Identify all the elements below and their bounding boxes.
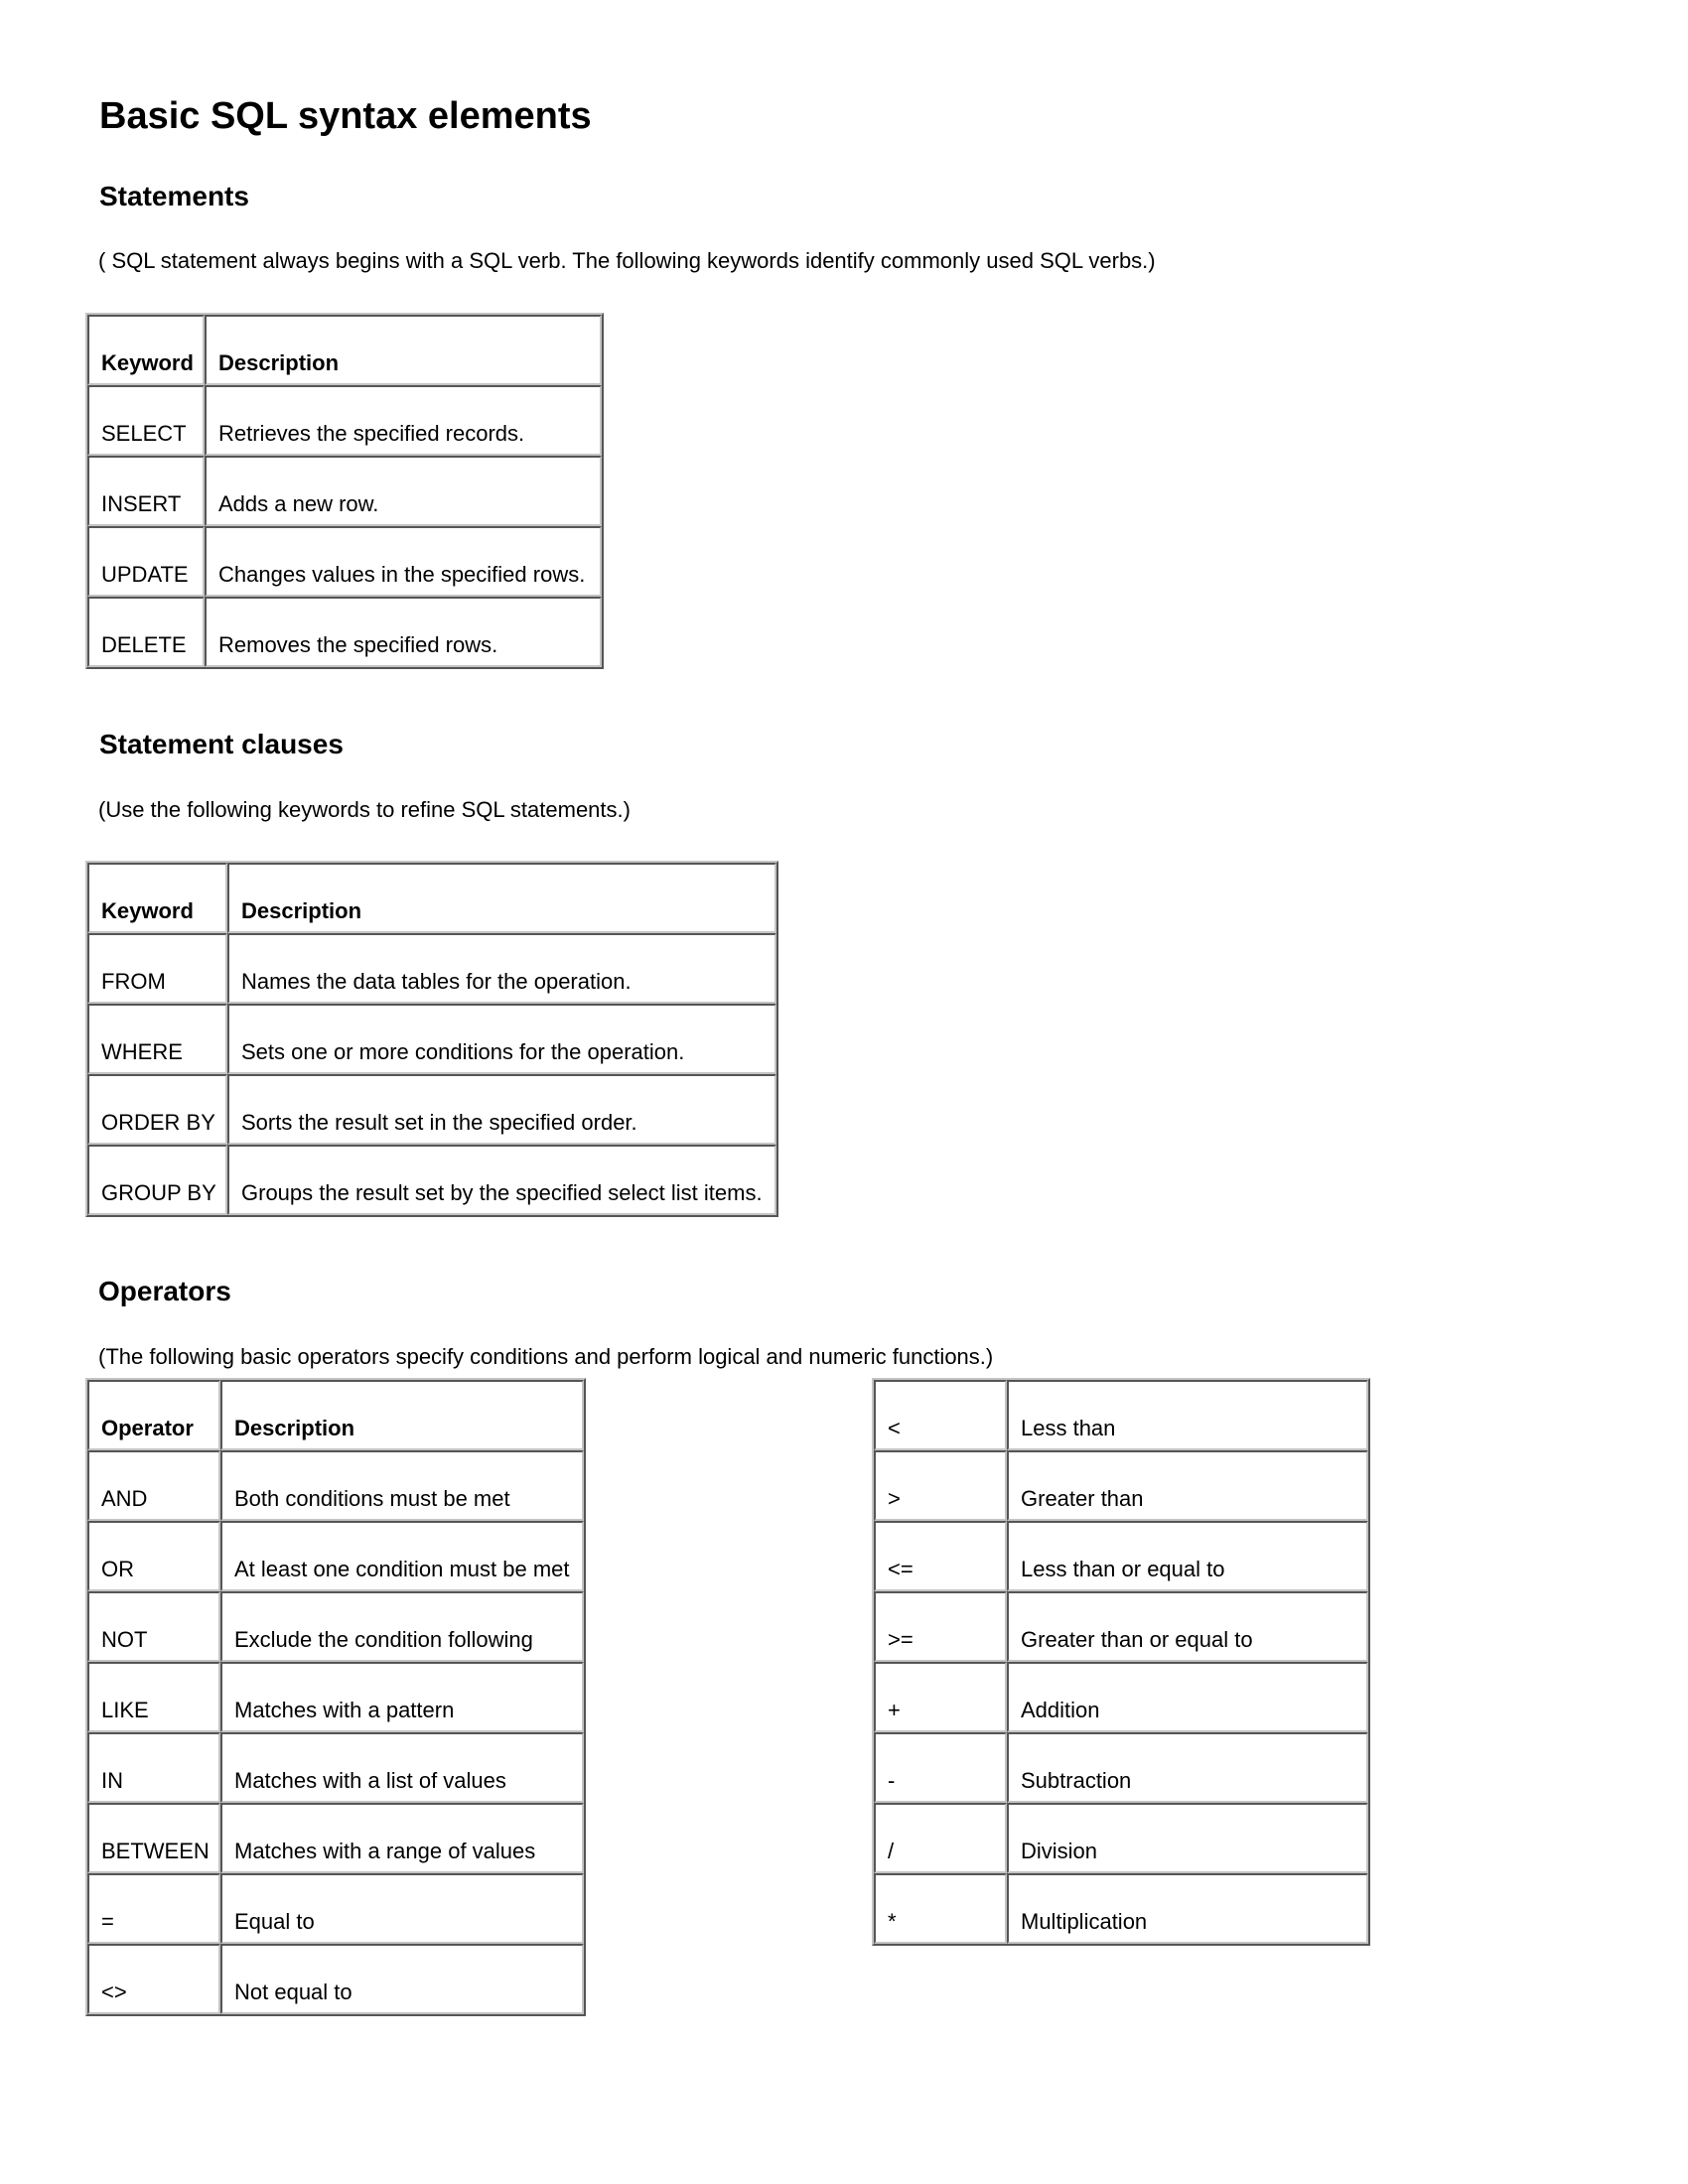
description-cell: Equal to [220, 1873, 584, 1944]
operator-cell: < [874, 1380, 1007, 1450]
description-cell: Less than [1007, 1380, 1368, 1450]
clauses-note: (Use the following keywords to refine SQL statements.) [98, 797, 631, 822]
description-cell: Removes the specified rows. [205, 597, 602, 667]
operator-cell: + [874, 1662, 1007, 1732]
description-cell: Greater than [1007, 1450, 1368, 1521]
column-header-description: Description [205, 315, 602, 385]
keyword-cell: INSERT [87, 456, 205, 526]
table-row [874, 1521, 1368, 1591]
table-row [87, 456, 602, 526]
table-row [87, 597, 602, 667]
table-row [87, 1145, 776, 1215]
description-cell: Not equal to [220, 1944, 584, 2014]
operator-cell: <= [874, 1521, 1007, 1591]
table-row [87, 1591, 584, 1662]
description-cell: Matches with a list of values [220, 1732, 584, 1803]
table-row [87, 1450, 584, 1521]
operator-cell: <> [87, 1944, 220, 2014]
description-cell: Division [1007, 1803, 1368, 1873]
table-row [874, 1803, 1368, 1873]
description-cell: Names the data tables for the operation. [227, 933, 776, 1004]
keyword-cell: ORDER BY [87, 1074, 227, 1145]
description-cell: Both conditions must be met [220, 1450, 584, 1521]
table-row [87, 526, 602, 597]
operator-cell: OR [87, 1521, 220, 1591]
column-header-operator: Operator [87, 1380, 220, 1450]
operators-table-left [85, 1378, 586, 2016]
operator-cell: IN [87, 1732, 220, 1803]
operator-cell: = [87, 1873, 220, 1944]
table-header-row [87, 1380, 584, 1450]
operators-table-right [872, 1378, 1370, 1946]
column-header-description: Description [220, 1380, 584, 1450]
operator-cell: - [874, 1732, 1007, 1803]
table-row [87, 385, 602, 456]
keyword-cell: GROUP BY [87, 1145, 227, 1215]
operators-note: (The following basic operators specify conditions and perform logical and numeric functions.) [98, 1344, 994, 1369]
description-cell: Changes values in the specified rows. [205, 526, 602, 597]
table-row [874, 1873, 1368, 1944]
operator-cell: LIKE [87, 1662, 220, 1732]
description-cell: Addition [1007, 1662, 1368, 1732]
description-cell: Less than or equal to [1007, 1521, 1368, 1591]
table-header-row [87, 863, 776, 933]
description-cell: Adds a new row. [205, 456, 602, 526]
table-row [874, 1732, 1368, 1803]
table-row [874, 1662, 1368, 1732]
operator-cell: BETWEEN [87, 1803, 220, 1873]
keyword-cell: UPDATE [87, 526, 205, 597]
table-row [87, 1873, 584, 1944]
description-cell: Retrieves the specified records. [205, 385, 602, 456]
operator-cell: / [874, 1803, 1007, 1873]
operator-cell: >= [874, 1591, 1007, 1662]
operators-heading: Operators [98, 1276, 231, 1306]
description-cell: Groups the result set by the specified select list items. [227, 1145, 776, 1215]
table-row [87, 1732, 584, 1803]
table-row [87, 1074, 776, 1145]
table-row [874, 1380, 1368, 1450]
table-row [87, 1521, 584, 1591]
keyword-cell: WHERE [87, 1004, 227, 1074]
table-row [87, 1004, 776, 1074]
statements-table [85, 313, 604, 669]
table-row [874, 1591, 1368, 1662]
keyword-cell: SELECT [87, 385, 205, 456]
table-row [87, 933, 776, 1004]
description-cell: Exclude the condition following [220, 1591, 584, 1662]
description-cell: At least one condition must be met [220, 1521, 584, 1591]
column-header-keyword: Keyword [87, 863, 227, 933]
keyword-cell: DELETE [87, 597, 205, 667]
column-header-keyword: Keyword [87, 315, 205, 385]
clauses-table [85, 861, 778, 1217]
table-row [87, 1944, 584, 2014]
description-cell: Matches with a range of values [220, 1803, 584, 1873]
operator-cell: AND [87, 1450, 220, 1521]
description-cell: Greater than or equal to [1007, 1591, 1368, 1662]
operator-cell: > [874, 1450, 1007, 1521]
statements-note: ( SQL statement always begins with a SQL verb. The following keywords identify commonly used SQL verbs.) [98, 248, 1156, 273]
keyword-cell: FROM [87, 933, 227, 1004]
column-header-description: Description [227, 863, 776, 933]
table-row [87, 1662, 584, 1732]
statements-heading: Statements [99, 181, 249, 211]
description-cell: Subtraction [1007, 1732, 1368, 1803]
clauses-heading: Statement clauses [99, 729, 344, 759]
description-cell: Sorts the result set in the specified order. [227, 1074, 776, 1145]
table-row [874, 1450, 1368, 1521]
table-header-row [87, 315, 602, 385]
table-row [87, 1803, 584, 1873]
description-cell: Sets one or more conditions for the operation. [227, 1004, 776, 1074]
page-title: Basic SQL syntax elements [99, 95, 592, 137]
operator-cell: * [874, 1873, 1007, 1944]
description-cell: Multiplication [1007, 1873, 1368, 1944]
description-cell: Matches with a pattern [220, 1662, 584, 1732]
operator-cell: NOT [87, 1591, 220, 1662]
